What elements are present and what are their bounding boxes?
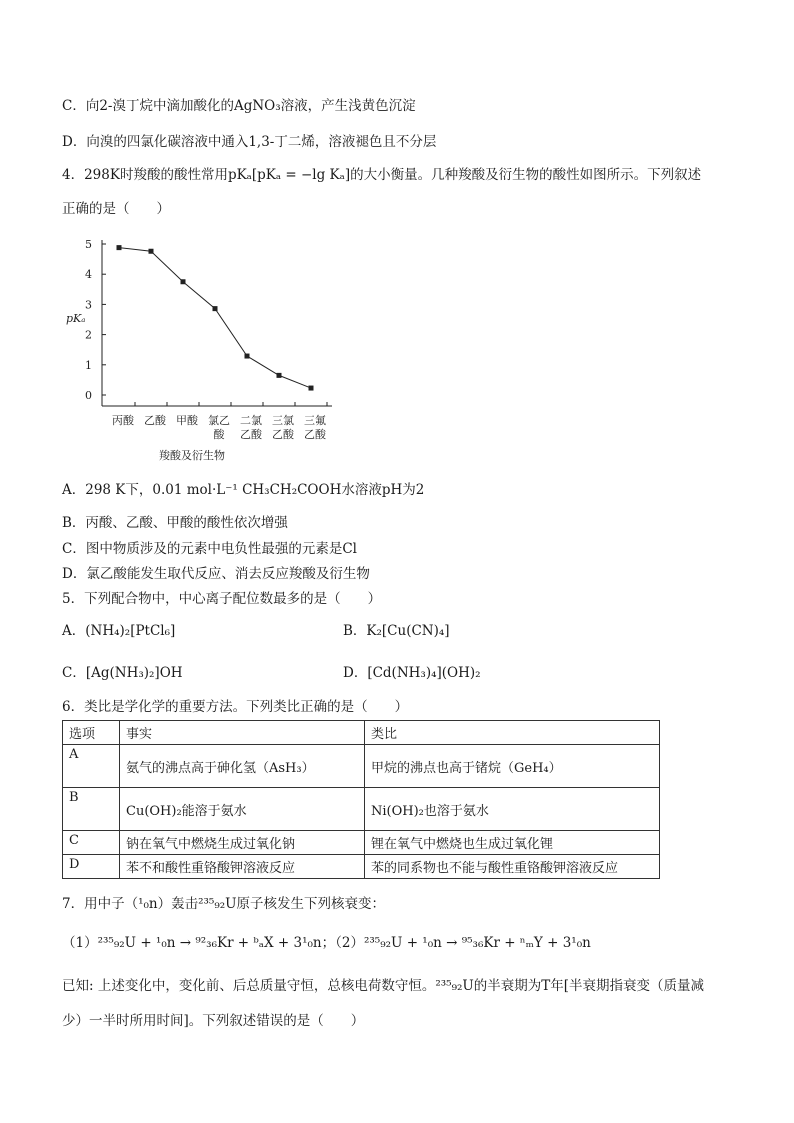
table-cell: B bbox=[63, 788, 120, 831]
table-cell: D bbox=[63, 855, 120, 879]
q5-option-c: C．[Ag(NH₃)₂]OH bbox=[62, 665, 183, 681]
y-tick-label: 2 bbox=[85, 328, 92, 342]
data-point bbox=[309, 386, 314, 391]
table-cell: Cu(OH)₂能溶于氨水 bbox=[120, 788, 365, 831]
q4-stem-line2: 正确的是（ ） bbox=[62, 201, 170, 217]
table-header-row bbox=[63, 721, 660, 745]
y-tick-label: 5 bbox=[85, 238, 92, 251]
table-header-cell: 类比 bbox=[365, 721, 660, 745]
table-cell: 氨气的沸点高于砷化氢（AsH₃） bbox=[120, 745, 365, 788]
analogy-table bbox=[62, 720, 660, 879]
series-line bbox=[119, 248, 311, 388]
x-tick-label: 乙酸 bbox=[272, 428, 294, 441]
q7-stem: 7．用中子（¹₀n）轰击²³⁵₉₂U原子核发生下列核衰变： bbox=[62, 896, 386, 912]
q4-option-c: C．图中物质涉及的元素中电负性最强的元素是Cl bbox=[62, 541, 357, 557]
table-cell: 苯不和酸性重铬酸钾溶液反应 bbox=[120, 855, 365, 879]
table-cell: 苯的同系物也不能与酸性重铬酸钾溶液反应 bbox=[365, 855, 660, 879]
table-row bbox=[63, 745, 660, 788]
x-tick-label: 氯乙 bbox=[208, 414, 230, 427]
q6-stem: 6．类比是学化学的重要方法。下列类比正确的是（ ） bbox=[62, 699, 409, 715]
q5-option-a: A．(NH₄)₂[PtCl₆] bbox=[62, 623, 176, 639]
data-point bbox=[277, 373, 282, 378]
table-row bbox=[63, 788, 660, 831]
x-tick-label: 酸 bbox=[213, 428, 225, 441]
table-cell: Ni(OH)₂也溶于氨水 bbox=[365, 788, 660, 831]
q4-option-b: B．丙酸、乙酸、甲酸的酸性依次增强 bbox=[62, 515, 288, 531]
table-header-cell: 选项 bbox=[63, 721, 120, 745]
x-tick-label: 乙酸 bbox=[240, 428, 262, 441]
q4-option-d: D．氯乙酸能发生取代反应、消去反应羧酸及衍生物 bbox=[62, 566, 370, 582]
y-tick-label: 0 bbox=[85, 389, 92, 402]
table-row bbox=[63, 831, 660, 855]
y-axis-label: pKₐ bbox=[66, 312, 86, 325]
x-tick-label: 甲酸 bbox=[176, 414, 198, 427]
q4-stem-line1: 4．298K时羧酸的酸性常用pKₐ[pKₐ = −lg Kₐ]的大小衡量。几种羧酸及衍生物的酸性如图所示。下列叙述 bbox=[62, 167, 702, 183]
x-tick-label: 三氟 bbox=[304, 414, 326, 427]
y-tick-label: 3 bbox=[85, 298, 92, 312]
y-tick-label: 4 bbox=[85, 268, 92, 282]
data-point bbox=[181, 279, 186, 284]
table-cell: A bbox=[63, 745, 120, 788]
x-tick-label: 乙酸 bbox=[144, 414, 166, 427]
table-cell: 甲烷的沸点也高于锗烷（GeH₄） bbox=[365, 745, 660, 788]
data-point bbox=[213, 306, 218, 311]
q3-option-d: D．向溴的四氯化碳溶液中通入1,3-丁二烯，溶液褪色且不分层 bbox=[62, 134, 437, 150]
table-cell: 锂在氧气中燃烧也生成过氧化锂 bbox=[365, 831, 660, 855]
table-row bbox=[63, 855, 660, 879]
x-tick-label: 乙酸 bbox=[304, 428, 326, 441]
q3-option-c: C．向2-溴丁烷中滴加酸化的AgNO₃溶液，产生浅黄色沉淀 bbox=[62, 98, 416, 114]
table-cell: 钠在氧气中燃烧生成过氧化钠 bbox=[120, 831, 365, 855]
data-point bbox=[117, 245, 122, 250]
q7-equations: （1）²³⁵₉₂U + ¹₀n → ⁹²₃₆Kr + ᵇₐX + 3¹₀n；（2）²³⁵₉₂U + ¹₀n → ⁹⁵₃₆Kr + ⁿₘY + 3¹₀n bbox=[62, 935, 591, 951]
table-cell: C bbox=[63, 831, 120, 855]
q7-known-line2: 少）一半时所用时间]。下列叙述错误的是（ ） bbox=[62, 1013, 365, 1029]
x-tick-label: 丙酸 bbox=[112, 414, 134, 427]
q5-option-b: B．K₂[Cu(CN)₄] bbox=[343, 623, 450, 639]
x-tick-label: 三氯 bbox=[272, 414, 294, 427]
table-header-cell: 事实 bbox=[120, 721, 365, 745]
q7-known-line1: 已知: 上述变化中，变化前、后总质量守恒，总核电荷数守恒。²³⁵₉₂U的半衰期为T年[半衰期指衰变（质量减 bbox=[62, 978, 705, 994]
x-axis-label: 羧酸及衍生物 bbox=[159, 449, 225, 462]
y-tick-label: 1 bbox=[85, 358, 92, 372]
q4-option-a: A．298 K下，0.01 mol·L⁻¹ CH₃CH₂COOH水溶液pH为2 bbox=[62, 482, 425, 498]
data-point bbox=[149, 249, 154, 254]
pka-line-chart bbox=[62, 225, 352, 465]
q5-stem: 5．下列配合物中，中心离子配位数最多的是（ ） bbox=[62, 591, 382, 607]
x-tick-label: 二氯 bbox=[240, 414, 262, 427]
data-point bbox=[245, 354, 250, 359]
q5-option-d: D．[Cd(NH₃)₄](OH)₂ bbox=[343, 665, 481, 681]
